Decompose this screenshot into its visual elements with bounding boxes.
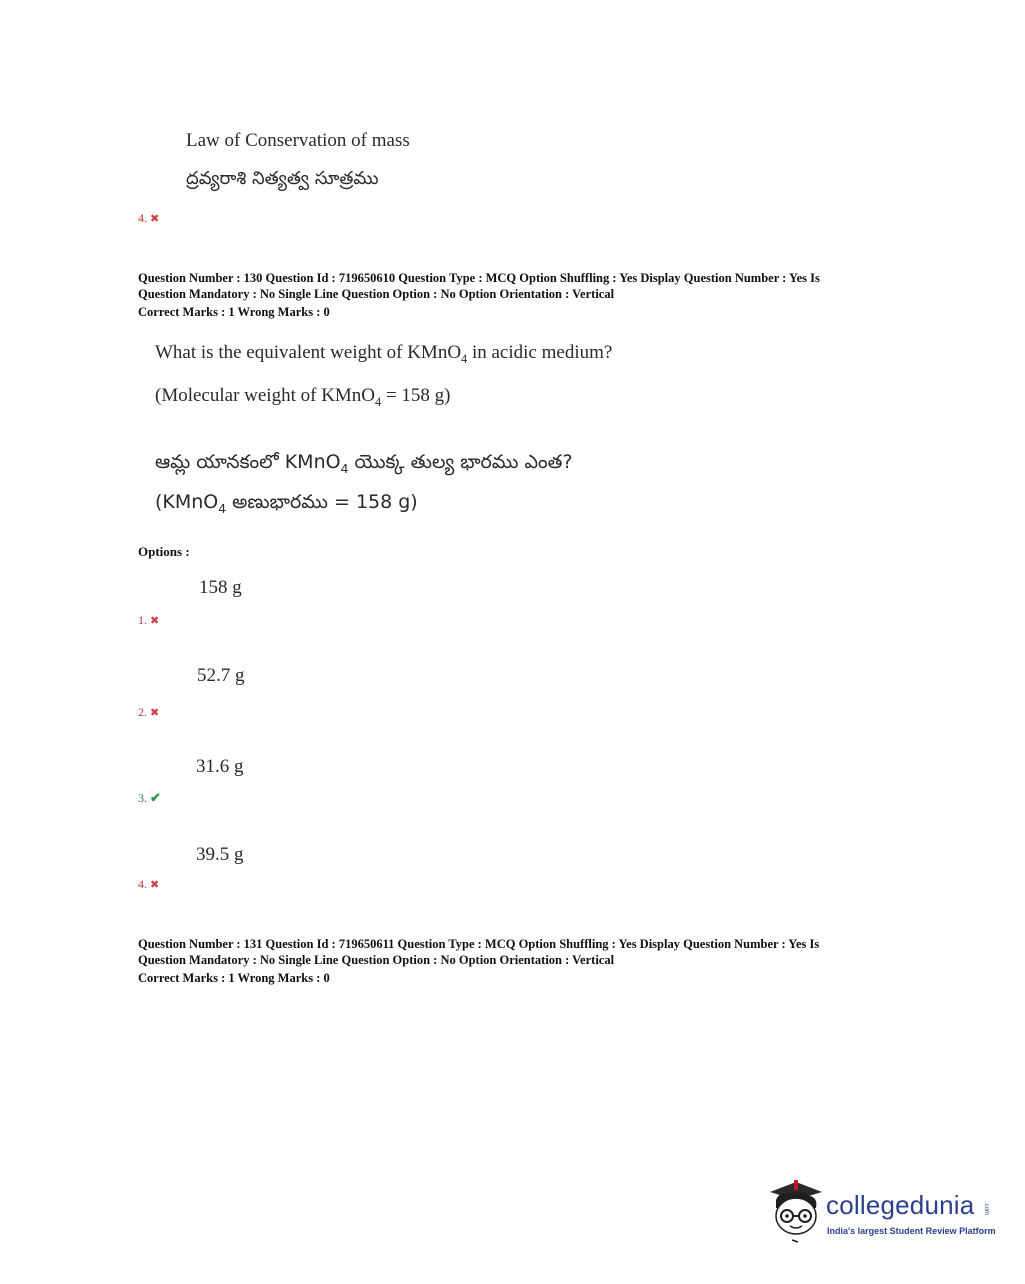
- question-text-part: (KMnO: [155, 491, 219, 513]
- question-text-part: ఆమ్ల యానకంలో KMnO: [155, 451, 341, 473]
- question-text-part: = 158 g): [381, 385, 451, 406]
- question-text-part: అణుభారము = 158 g): [226, 491, 418, 513]
- question-131-meta: [138, 936, 819, 986]
- meta-line-2: Question Mandatory : No Single Line Question Option : No Option Orientation : Vertical: [138, 287, 615, 301]
- prev-option-3-text: Law of Conservation of mass: [186, 130, 410, 151]
- meta-line-2: Question Mandatory : No Single Line Question Option : No Option Orientation : Vertical: [138, 953, 615, 967]
- option-number: 4.: [138, 877, 147, 891]
- wrong-mark-icon: ✖: [150, 707, 160, 719]
- option-number: 1.: [138, 613, 147, 627]
- subscript: 4: [340, 461, 349, 476]
- wrong-mark-icon: ✖: [150, 213, 160, 225]
- collegedunia-logo: [766, 1178, 996, 1248]
- meta-line-1: Question Number : 131 Question Id : 719650611 Question Type : MCQ Option Shuffling : Yes Display Question Number : Yes Is: [138, 937, 820, 951]
- question-text-part: (Molecular weight of KMnO: [155, 385, 376, 406]
- meta-line-3: Correct Marks : 1 Wrong Marks : 0: [138, 305, 330, 319]
- mascot-icon: [766, 1178, 826, 1244]
- option-4-number: [138, 877, 159, 892]
- question-text-part: యొక్క తుల్య భారము ఎంత?: [348, 451, 573, 473]
- prev-option-4-number: [138, 211, 159, 226]
- option-2-number: [138, 705, 159, 720]
- question-text-part: in acidic medium?: [467, 342, 613, 363]
- logo-domain-suffix: .com: [983, 1202, 989, 1216]
- check-mark-icon: ✔: [150, 790, 161, 805]
- prev-option-3-telugu-text: ద్రవ్యరాశి నిత్యత్వ సూత్రము: [186, 168, 379, 189]
- option-number: 4.: [138, 211, 147, 225]
- option-number: 3.: [138, 791, 147, 805]
- subscript: 4: [375, 394, 382, 409]
- meta-line-1: Question Number : 130 Question Id : 719650610 Question Type : MCQ Option Shuffling : Yes Display Question Number : Yes Is: [138, 271, 820, 285]
- question-130-meta: [138, 270, 820, 320]
- logo-tagline: India's largest Student Review Platform: [827, 1226, 996, 1236]
- option-number: 2.: [138, 705, 147, 719]
- question-molecular-weight-telugu: [155, 491, 418, 518]
- option-1-text: 158 g: [199, 577, 242, 598]
- option-3-number: [138, 790, 161, 806]
- wrong-mark-icon: ✖: [150, 615, 160, 627]
- wrong-mark-icon: ✖: [150, 879, 160, 891]
- option-3-text: 31.6 g: [196, 756, 244, 777]
- subscript: 4: [461, 351, 468, 366]
- options-label: Options :: [138, 544, 190, 559]
- question-text-english: [155, 342, 612, 367]
- meta-line-3: Correct Marks : 1 Wrong Marks : 0: [138, 971, 330, 985]
- question-text-telugu: [155, 451, 573, 478]
- question-text-part: What is the equivalent weight of KMnO: [155, 342, 462, 363]
- question-molecular-weight-english: [155, 385, 451, 410]
- option-1-number: [138, 613, 159, 628]
- logo-wordmark: collegedunia: [826, 1190, 975, 1220]
- option-2-text: 52.7 g: [197, 665, 245, 686]
- option-4-text: 39.5 g: [196, 844, 244, 865]
- subscript: 4: [218, 501, 227, 516]
